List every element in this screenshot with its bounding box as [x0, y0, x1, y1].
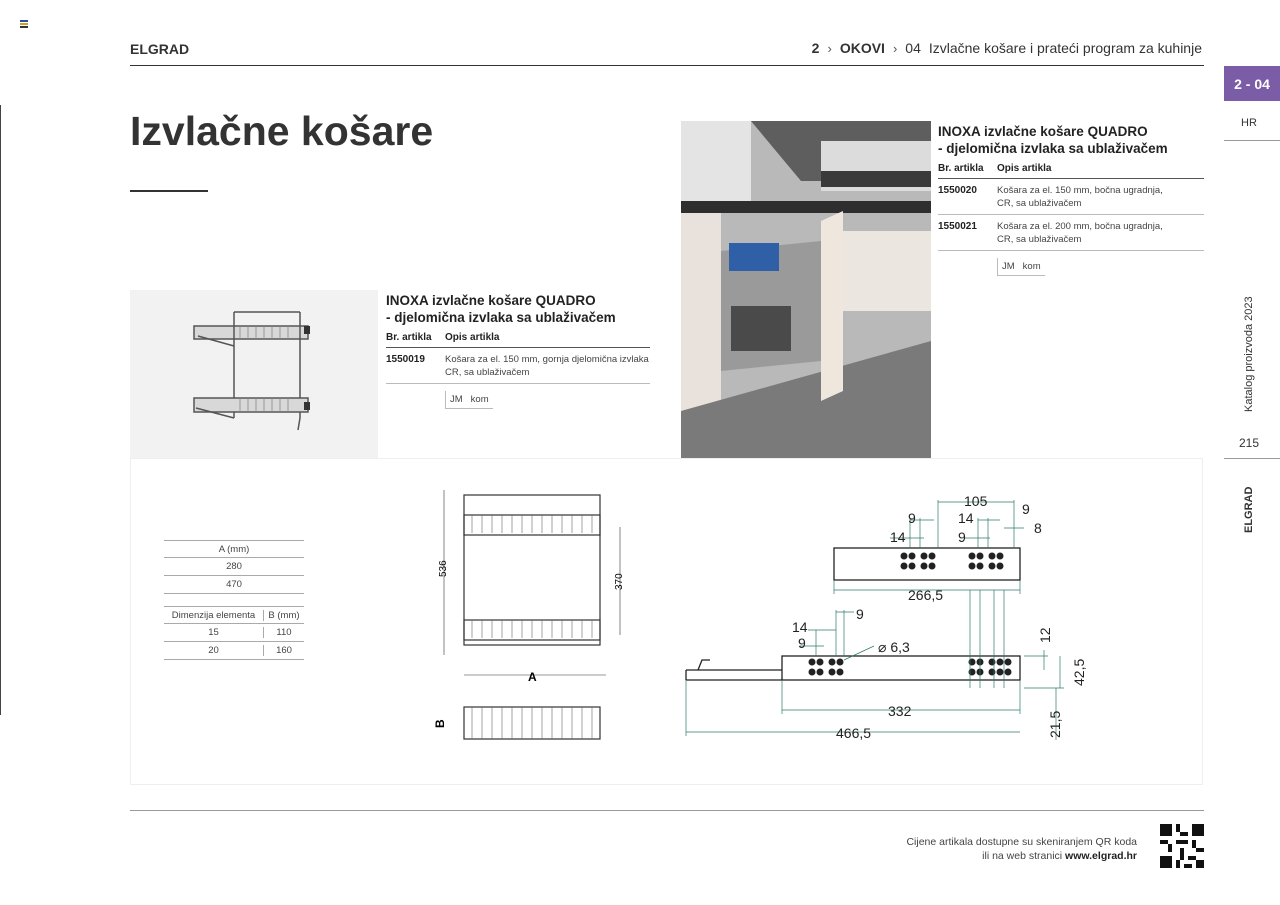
- dim-105: 105: [964, 493, 988, 509]
- article-desc: Košara za el. 150 mm, gornja djelomična izvlaka: [445, 354, 649, 365]
- dim-9: 9: [856, 606, 864, 622]
- product2-table-header: [938, 163, 1204, 179]
- dim-332: 332: [888, 703, 912, 719]
- table-row: [938, 215, 1204, 251]
- catalog-label: Katalog proizvoda 2023: [1243, 296, 1255, 412]
- article-desc: CR, sa ublaživačem: [997, 198, 1082, 209]
- chevron-right-icon: ›: [827, 40, 832, 56]
- qr-code-icon[interactable]: [1160, 824, 1204, 868]
- dim-8: 8: [1034, 520, 1042, 536]
- dim-width: A: [528, 670, 537, 684]
- dim-14: 14: [890, 529, 906, 545]
- dim-inner-height: 370: [614, 573, 625, 590]
- dimension-table-b: [164, 606, 304, 660]
- chevron-right-icon: ›: [892, 40, 898, 56]
- dim-hole-diameter: ⌀ 6,3: [878, 639, 910, 655]
- col-desc: Opis artikla: [997, 163, 1052, 174]
- table-cell: 160: [276, 645, 292, 656]
- unit-value: kom: [1022, 261, 1041, 272]
- footer-divider: [130, 810, 1204, 811]
- dim-depth: B: [433, 719, 447, 728]
- dimension-table-a: [164, 540, 304, 594]
- basket-product-image: [130, 290, 378, 458]
- table-cell: 15: [164, 627, 264, 638]
- col-code: Br. artikla: [386, 332, 432, 343]
- product2-info: [938, 123, 1204, 276]
- header-divider: [130, 65, 1204, 66]
- dim-9: 9: [798, 635, 806, 651]
- product2-title-line2: - djelomična izvlaka sa ublaživačem: [938, 141, 1168, 156]
- page-title: Izvlačne košare: [130, 108, 434, 154]
- table-row: 280: [164, 558, 304, 576]
- dim-9: 9: [958, 529, 966, 545]
- table-header: A (mm): [164, 540, 304, 558]
- footer-line1: Cijene artikala dostupne su skeniranjem QR koda: [906, 836, 1137, 848]
- product1-table-header: [386, 332, 650, 348]
- unit-value: kom: [470, 394, 489, 405]
- footer-line2: ili na web stranici: [982, 850, 1066, 862]
- article-desc: Košara za el. 200 mm, bočna ugradnja,: [997, 221, 1163, 232]
- col-code: Br. artikla: [938, 163, 984, 174]
- crumb-sub[interactable]: Izvlačne košare i prateći program za kuhinje: [928, 40, 1202, 56]
- sidebar-divider: [1224, 140, 1280, 141]
- article-desc: CR, sa ublaživačem: [445, 367, 530, 378]
- dim-14: 14: [792, 619, 808, 635]
- unit-label: JM: [1002, 261, 1015, 272]
- article-code: 1550021: [938, 221, 977, 232]
- crumb-sub-num: 04: [905, 40, 921, 56]
- language-label: HR: [1241, 117, 1257, 129]
- footer-note: [906, 835, 1137, 863]
- basket-front-drawing: [430, 485, 630, 745]
- section-chip: 2 - 04: [1224, 66, 1280, 101]
- table-row: 470: [164, 576, 304, 594]
- website-link[interactable]: www.elgrad.hr: [1065, 850, 1137, 862]
- page-marker-icon: [20, 20, 28, 28]
- dim-12: 12: [1037, 627, 1053, 643]
- rail-drawing: [684, 490, 1094, 745]
- table-header: Dimenzija elementa: [164, 610, 264, 621]
- dim-9: 9: [1022, 501, 1030, 517]
- product1-title-line1: INOXA izvlačne košare QUADRO: [386, 293, 596, 308]
- product2-title-line1: INOXA izvlačne košare QUADRO: [938, 124, 1148, 139]
- dim-42-5: 42,5: [1071, 658, 1087, 686]
- article-code: 1550019: [386, 354, 425, 365]
- page-number: 215: [1239, 436, 1260, 450]
- unit-label: JM: [450, 394, 463, 405]
- dim-266-5: 266,5: [908, 587, 944, 603]
- article-desc: CR, sa ublaživačem: [997, 234, 1082, 245]
- dim-466-5: 466,5: [836, 725, 872, 741]
- table-cell: 20: [164, 645, 264, 656]
- breadcrumb: [812, 40, 1202, 56]
- crumb-section[interactable]: OKOVI: [839, 40, 885, 56]
- table-row: [386, 348, 650, 384]
- crumb-section-num: 2: [811, 40, 820, 56]
- table-header: B (mm): [268, 609, 300, 621]
- sidebar-divider: [1224, 458, 1280, 459]
- kitchen-photo: [681, 121, 931, 458]
- brand-name: ELGRAD: [130, 41, 190, 57]
- title-underline: [130, 190, 208, 192]
- article-code: 1550020: [938, 185, 977, 196]
- product1-title-line2: - djelomična izvlaka sa ublaživačem: [386, 310, 616, 325]
- unit-box: [997, 258, 1045, 276]
- article-desc: Košara za el. 150 mm, bočna ugradnja,: [997, 185, 1163, 196]
- dim-14: 14: [958, 510, 974, 526]
- product1-info: [386, 292, 650, 409]
- unit-box: [445, 391, 493, 409]
- table-row: [164, 642, 304, 660]
- col-desc: Opis artikla: [445, 332, 500, 343]
- page-edge: [0, 105, 1, 715]
- table-row: [938, 179, 1204, 215]
- table-cell: 110: [276, 627, 292, 638]
- dim-9: 9: [908, 510, 916, 526]
- dim-total-height: 536: [438, 560, 449, 577]
- sidebar-brand: ELGRAD: [1243, 486, 1255, 533]
- table-row: [164, 624, 304, 642]
- dim-21-5: 21,5: [1047, 710, 1063, 738]
